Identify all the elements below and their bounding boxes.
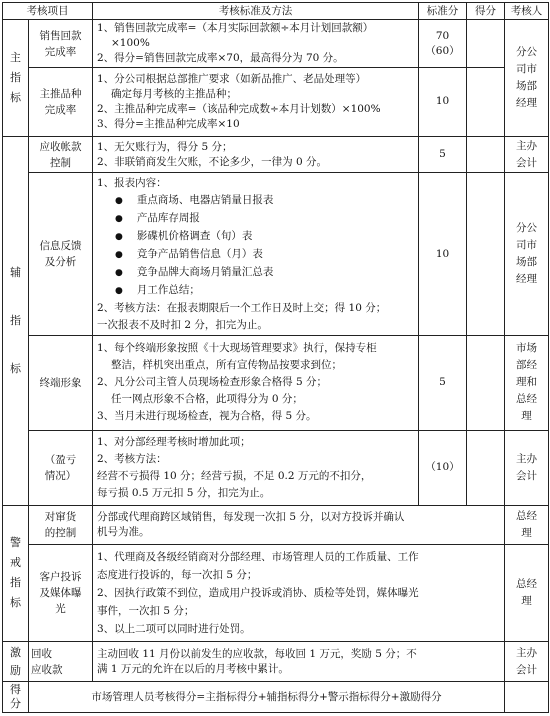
score-cell[interactable] <box>467 335 505 430</box>
item-terminal-image: 终端形象 <box>29 335 93 430</box>
report-item: ● 影碟机价格调查（旬）表 <box>97 228 416 246</box>
method-info-feedback: 1、报表内容： ● 重点商场、电器店销量日报表 ● 产品库存周报 ● 影碟机价格调查（旬）表 ● 竞争产品销售信息（月）表 ● 竞争品牌大商场月销量汇总表 ● 月工作总结； 2、考核方法：在报表期限后一个工作日及时上交；得 10 分； 一次报表不及时扣 2 分，扣完为止。 <box>93 173 419 335</box>
method-receivable: 1、无欠账行为，得分 5 分； 2、非联销商发生欠账，不论多少，一律为 0 分。 <box>93 136 419 173</box>
header-category: 考核项目 <box>3 3 93 20</box>
assessor-main: 分公 司市 场部 经理 <box>505 20 549 137</box>
header-row <box>3 3 549 20</box>
category-incentive: 激 励 <box>3 641 29 682</box>
assessment-table <box>2 2 549 713</box>
method-sales-collection: 1、销售回款完成率=（本月实际回款额÷本月计划回款额） ×100% 2、得分=销售回款完成率×70，最高得分为 70 分。 <box>93 20 419 68</box>
item-incentive: 回收 应收款 <box>29 641 93 682</box>
report-item: ● 产品库存周报 <box>97 210 416 228</box>
category-warning: 警 戒 指 标 <box>3 506 29 642</box>
header-standard-score: 标准分 <box>419 3 467 20</box>
method-complaints: 1、代理商及各级经销商对分部经理、市场管理人员的工作质量、工作 态度进行投诉的，每一次扣 5 分； 2、因执行政策不到位，造成用户投诉或消协、质检等处罚，媒体曝光 事件，一次扣 5 分； 3、以上二项可以同时进行处罚。 <box>93 544 505 641</box>
header-method: 考核标准及方法 <box>93 3 419 20</box>
row-receivable <box>3 136 549 173</box>
standard-score-receivable: 5 <box>419 136 467 173</box>
assessor-cross-selling: 总经 理 <box>505 506 549 545</box>
row-main-product <box>3 67 549 136</box>
method-incentive: 主动回收 11 月份以前发生的应收款，每收回 1 万元，奖励 5 分；不 满 1 万元的允许在以后的月考核中累计。 <box>93 641 505 682</box>
report-item: ● 竞争品牌大商场月销量汇总表 <box>97 264 416 282</box>
standard-score-sales-collection: 70 （60） <box>419 20 467 68</box>
assessor-info-feedback: 分公 司市 场部 经理 <box>505 173 549 335</box>
total-formula: 市场管理人员考核得分=主指标得分+辅指标得分+警示指标得分+激励得分 <box>29 682 505 713</box>
header-score: 得分 <box>467 3 505 20</box>
score-cell[interactable] <box>467 173 505 335</box>
score-cell[interactable] <box>467 20 505 68</box>
row-sales-collection <box>3 20 549 68</box>
report-item: ● 重点商场、电器店销量日报表 <box>97 192 416 210</box>
method-profit-loss: 1、对分部经理考核时增加此项； 2、考核方法： 经营不亏损得 10 分；经营亏损，不足 0.2 万元的不扣分， 每亏损 0.5 万元扣 5 分，扣完为止。 <box>93 430 419 505</box>
item-sales-collection: 销售回款 完成率 <box>29 20 93 68</box>
item-info-feedback: 信息反馈 及分析 <box>29 173 93 335</box>
total-score-cell[interactable] <box>505 682 549 713</box>
row-incentive <box>3 641 549 682</box>
standard-score-info-feedback: 10 <box>419 173 467 335</box>
row-profit-loss <box>3 430 549 505</box>
report-item: ● 月工作总结； <box>97 282 416 300</box>
report-item: ● 竞争产品销售信息（月）表 <box>97 246 416 264</box>
category-main: 主 指 标 <box>3 20 29 137</box>
standard-score-main-product: 10 <box>419 67 467 136</box>
score-cell[interactable] <box>467 67 505 136</box>
total-label: 得分 <box>3 682 29 713</box>
row-info-feedback <box>3 173 549 335</box>
header-assessor: 考核人 <box>505 3 549 20</box>
standard-score-profit-loss: （10） <box>419 430 467 505</box>
row-complaints <box>3 544 549 641</box>
method-terminal-image: 1、每个终端形象按照《十大现场管理要求》执行，保持专柜 整洁，样机突出重点，所有宣传物品按要求到位； 2、凡分公司主管人员现场检查形象合格得 5 分； 任一网点形象不合格，此项得分为 0 分； 3、当月未进行现场检查，视为合格，得 5 分。 <box>93 335 419 430</box>
category-aux: 辅 指 标 <box>3 136 29 505</box>
row-total <box>3 682 549 713</box>
method-main-product: 1、分公司根据总部推广要求（如新品推广、老品处理等） 确定每月考核的主推品种； 2、主推品种完成率=（该品种完成数÷本月计划数）×100% 3、得分=主推品种完成率×10 <box>93 67 419 136</box>
assessor-incentive: 主办 会计 <box>505 641 549 682</box>
standard-score-terminal-image: 5 <box>419 335 467 430</box>
row-terminal-image <box>3 335 549 430</box>
assessor-profit-loss: 主办 会计 <box>505 430 549 505</box>
item-complaints: 客户投诉 及媒体曝 光 <box>29 544 93 641</box>
row-cross-selling <box>3 506 549 545</box>
score-cell[interactable] <box>467 430 505 505</box>
item-cross-selling: 对窜货 的控制 <box>29 506 93 545</box>
assessor-terminal-image: 市场 部经 理和 总经 理 <box>505 335 549 430</box>
score-cell[interactable] <box>467 136 505 173</box>
item-main-product: 主推品种 完成率 <box>29 67 93 136</box>
assessor-complaints: 总经 理 <box>505 544 549 641</box>
assessor-receivable: 主办 会计 <box>505 136 549 173</box>
item-receivable: 应收帐款 控制 <box>29 136 93 173</box>
item-profit-loss: （盈亏 情况） <box>29 430 93 505</box>
method-cross-selling: 分部或代理商跨区域销售，每发现一次扣 5 分，以对方投诉并确认 机号为准。 <box>93 506 505 545</box>
